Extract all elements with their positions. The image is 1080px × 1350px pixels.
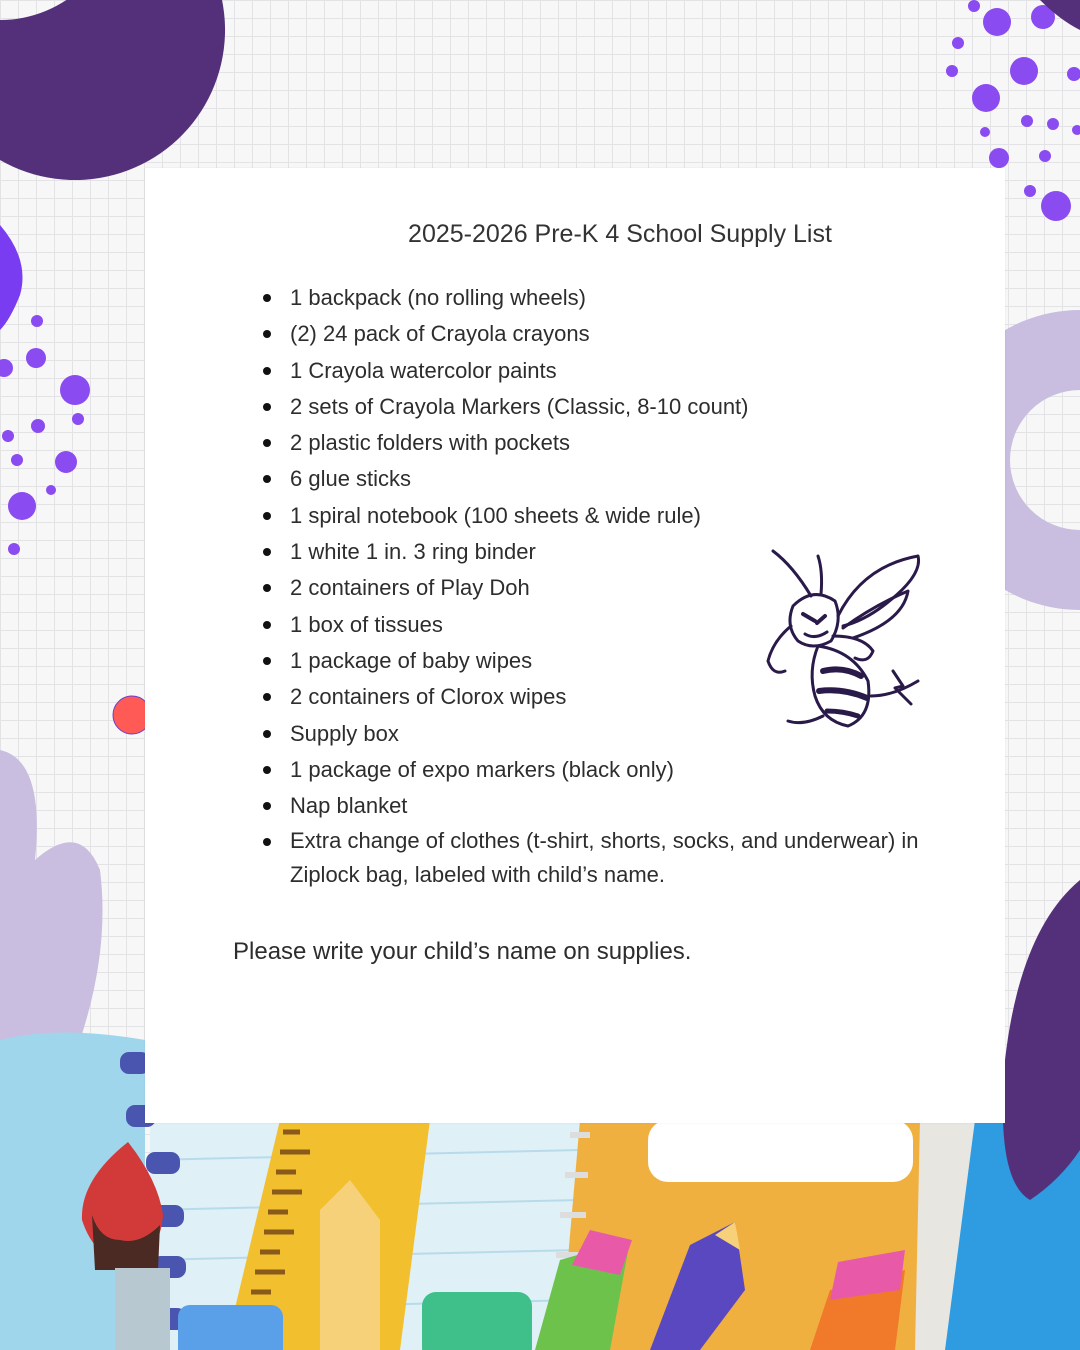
violet-blob-decoration (0, 225, 23, 330)
list-item: 6 glue sticks (290, 461, 990, 497)
list-item: 2 sets of Crayola Markers (Classic, 8-10 count) (290, 389, 990, 425)
eraser-blue (178, 1305, 283, 1350)
list-item: 1 package of baby wipes (290, 643, 990, 679)
list-item: Nap blanket (290, 788, 990, 824)
list-item: 2 containers of Play Doh (290, 570, 990, 606)
list-item: 1 Crayola watercolor paints (290, 353, 990, 389)
list-item: 1 box of tissues (290, 607, 990, 643)
list-item: 2 containers of Clorox wipes (290, 679, 990, 715)
violet-dots-left (0, 315, 90, 555)
list-item: 2 plastic folders with pockets (290, 425, 990, 461)
page-title: 2025-2026 Pre-K 4 School Supply List (408, 220, 832, 248)
supply-list-card (145, 168, 1005, 1123)
list-item: 1 white 1 in. 3 ring binder (290, 534, 990, 570)
hornet-mascot-icon (743, 546, 929, 732)
list-item: 1 package of expo markers (black only) (290, 752, 990, 788)
purple-leaf-decoration (1003, 880, 1080, 1200)
list-item: 1 spiral notebook (100 sheets & wide rule) (290, 498, 990, 534)
list-item: Extra change of clothes (t-shirt, shorts, socks, and underwear) in Ziplock bag, labeled with child’s name. (290, 824, 990, 892)
list-item: (2) 24 pack of Crayola crayons (290, 316, 990, 352)
list-item: 1 backpack (no rolling wheels) (290, 280, 990, 316)
eraser-green (422, 1292, 532, 1350)
list-item: Supply box (290, 716, 990, 752)
footer-note: Please write your child’s name on supplies. (233, 938, 692, 965)
